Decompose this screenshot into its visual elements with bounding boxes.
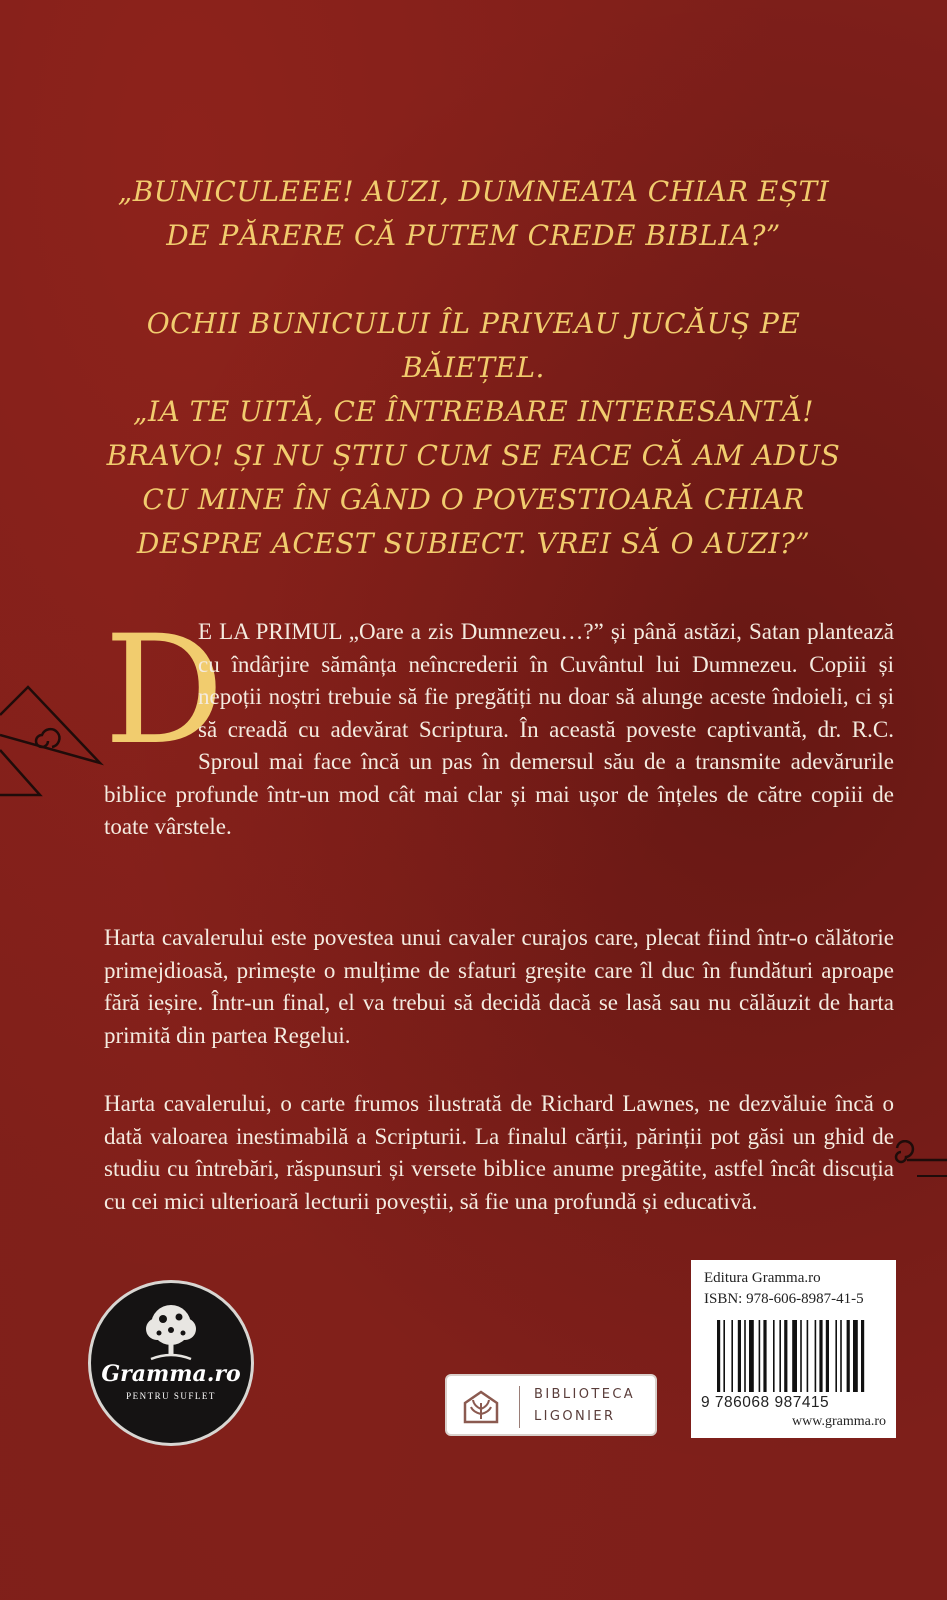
barcode-bar bbox=[847, 1320, 850, 1392]
barcode-bar bbox=[759, 1320, 761, 1392]
ligonier-badge bbox=[445, 1374, 657, 1436]
quote-grandfather: „IA TE UITĂ, CE ÎNTREBARE INTERESANTĂ! BRAVO! ȘI NU ȘTIU CUM SE FACE CĂ AM ADUS CU MINE ÎN GÂND O POVESTIOARĂ CHIAR DESPRE ACEST SUBIECT. VREI SĂ O AUZI?” bbox=[106, 395, 841, 560]
barcode-bar bbox=[717, 1320, 720, 1392]
barcode-bar bbox=[763, 1320, 766, 1392]
barcode-bar bbox=[861, 1320, 864, 1392]
quote-narration: OCHII BUNICULUI ÎL PRIVEAU JUCĂUȘ PE BĂIEȚEL. bbox=[146, 307, 801, 384]
barcode-bar bbox=[800, 1320, 802, 1392]
barcode-bar bbox=[723, 1320, 725, 1392]
barcode-bar bbox=[749, 1320, 754, 1392]
tree-icon bbox=[139, 1303, 203, 1361]
barcode-bar bbox=[826, 1320, 829, 1392]
description-paragraph-3: Harta cavalerului, o carte frumos ilustrată de Richard Lawnes, ne dezvăluie încă o dată valoarea inestimabilă a Scripturii. La finalul cărții, părinții pot găsi un ghid de studiu cu întrebări, răspunsuri și versete biblice anume pregătite, astfel încât discuția cu cei mici ulterioară lecturii poveștii, să fie una profundă și educativă. bbox=[104, 1091, 894, 1214]
dropcap-letter: D bbox=[104, 604, 225, 778]
description-paragraph-2: Harta cavalerului este povestea unui cavaler curajos care, plecat fiind într-o călătorie primejdioasă, primește o mulțime de sfaturi greșite care îl duc în fundături aproape fără ieșire. Într-un final, el va trebui să decidă dacă se lasă sau nu călăuzit de harta primită din partea Regelui. bbox=[104, 925, 894, 1048]
barcode-bar bbox=[815, 1320, 817, 1392]
barcode-bar bbox=[853, 1320, 858, 1392]
publisher-logo-tagline: PENTRU SUFLET bbox=[126, 1391, 216, 1401]
barcode-bar bbox=[835, 1320, 837, 1392]
description-paragraph-1 bbox=[104, 604, 894, 844]
isbn-publisher: Editura Gramma.ro bbox=[704, 1270, 821, 1286]
barcode-bar bbox=[779, 1320, 781, 1392]
ornament-right-icon bbox=[887, 1140, 947, 1180]
barcode-bar bbox=[807, 1320, 809, 1392]
barcode-bar bbox=[738, 1320, 741, 1392]
barcode-bar bbox=[840, 1320, 842, 1392]
barcode-bar bbox=[792, 1320, 797, 1392]
isbn-number: ISBN: 978-606-8987-41-5 bbox=[704, 1291, 864, 1307]
barcode-bar bbox=[773, 1320, 775, 1392]
publisher-logo-name: Gramma.ro bbox=[101, 1361, 241, 1387]
ligonier-line-2: LIGONIER bbox=[534, 1409, 616, 1424]
barcode-icon bbox=[717, 1320, 877, 1398]
ligonier-seal-icon bbox=[461, 1389, 501, 1425]
barcode-bar bbox=[731, 1320, 733, 1392]
publisher-website: www.gramma.ro bbox=[792, 1414, 886, 1429]
ornament-left-icon bbox=[0, 685, 110, 800]
ligonier-divider bbox=[519, 1386, 520, 1428]
gramma-logo bbox=[88, 1280, 254, 1446]
isbn-block bbox=[691, 1260, 896, 1438]
barcode-digits: 9 786068 987415 bbox=[701, 1394, 830, 1411]
barcode-bar bbox=[784, 1320, 787, 1392]
ligonier-line-1: BIBLIOTECA bbox=[534, 1387, 636, 1402]
barcode-bar bbox=[819, 1320, 822, 1392]
quote-grandson: „BUNICULEEE! AUZI, DUMNEATA CHIAR EȘTI DE PĂRERE CĂ PUTEM CREDE BIBLIA?” bbox=[117, 175, 830, 252]
barcode-bar bbox=[744, 1320, 746, 1392]
paragraph-1-text: E LA PRIMUL „Oare a zis Dumnezeu…?” și până astăzi, Satan plantează cu îndârjire sămânța neîncrederii în Cuvântul lui Dumnezeu. Copiii și nepoții noștri trebuie să fie pregătiți nu doar să alunge aceste îndoieli, ci și să creadă cu adevărat Scriptura. În această poveste captivantă, dr. R.C. Sproul mai face încă un pas în demersul său de a transmite adevărurile biblice profunde într-un mod cât mai clar și mai ușor de înțeles de către copiii de toate vârstele. bbox=[104, 619, 894, 839]
